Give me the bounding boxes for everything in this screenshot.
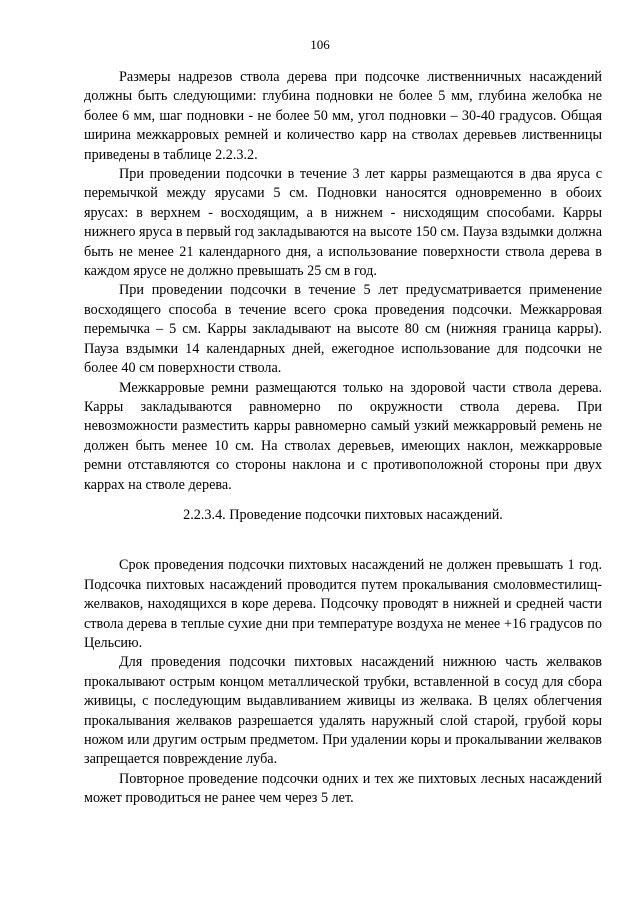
paragraph: Межкарровые ремни размещаются только на здоровой части ствола дерева. Карры закладываются равномерно по окружности ствола дерева. При невозможности разместить карры равномерно самый узкий межкарровый ремень не должен быть менее 10 см. На стволах деревьев, имеющих наклон, межкарровые ремни отставляются со стороны наклона и с противоположной стороны при двух каррах на стволе дерева. [84, 379, 602, 493]
paragraph: При проведении подсочки в течение 3 лет карры размещаются в два яруса с перемычкой между ярусами 5 см. Подновки наносятся одновременно в обоих ярусах: в верхнем - восходящим, а в нижнем - нисходящим способами. Карры нижнего яруса в первый год закладываются на высоте 150 см. Пауза вздымки должна быть не менее 21 календарного дня, а использование поверхности ствола дерева в каждом ярусе не должно превышать 25 см в год. [84, 166, 602, 280]
paragraph: При проведении подсочки в течение 5 лет предусматривается применение восходящего способа в течение всего срока проведения подсочки. Межкарровая перемычка – 5 см. Карры закладывают на высоте 80 см (нижняя граница карры). Пауза вздымки 14 календарных дней, ежегодное использование для подсочки не более 40 см поверхности ствола. [84, 282, 602, 377]
page-number: 106 [310, 37, 330, 52]
paragraph: Срок проведения подсочки пихтовых насаждений не должен превышать 1 год. Подсочка пихтовых насаждений проводится путем прокалывания смоловместилищ-желваков, находящихся в коре дерева. Подсочку проводят в нижней и средней части ствола дерева в теплые сухие дни при температуре воздуха не менее +16 градусов по Цельсию. [84, 557, 602, 651]
paragraph: Размеры надрезов ствола дерева при подсочке лиственничных насаждений должны быть следующими: глубина подновки не более 5 мм, глубина желобка не более 6 мм, шаг подновки - не более 50 мм, угол подновки – 30-40 градусов. Общая ширина межкарровых ремней и количество карр на стволах деревьев лиственницы приведены в таблице 2.2.3.2. [84, 69, 602, 163]
document-body [84, 68, 602, 809]
paragraph: Повторное проведение подсочки одних и тех же пихтовых лесных насаждений может проводиться не ранее чем через 5 лет. [84, 770, 602, 807]
section-heading: 2.2.3.4. Проведение подсочки пихтовых насаждений. [183, 506, 503, 523]
paragraph: Для проведения подсочки пихтовых насаждений нижнюю часть желваков прокалывают острым концом металлической трубки, вставленной в сосуд для сбора живицы, с последующим выдавливанием живицы из желвака. В целях облегчения прокалывания желваков разрешается удалять наружный слой старой, грубой коры ножом или другим острым предметом. При удалении коры и прокалывании желваков запрещается повреждение луба. [84, 654, 602, 768]
